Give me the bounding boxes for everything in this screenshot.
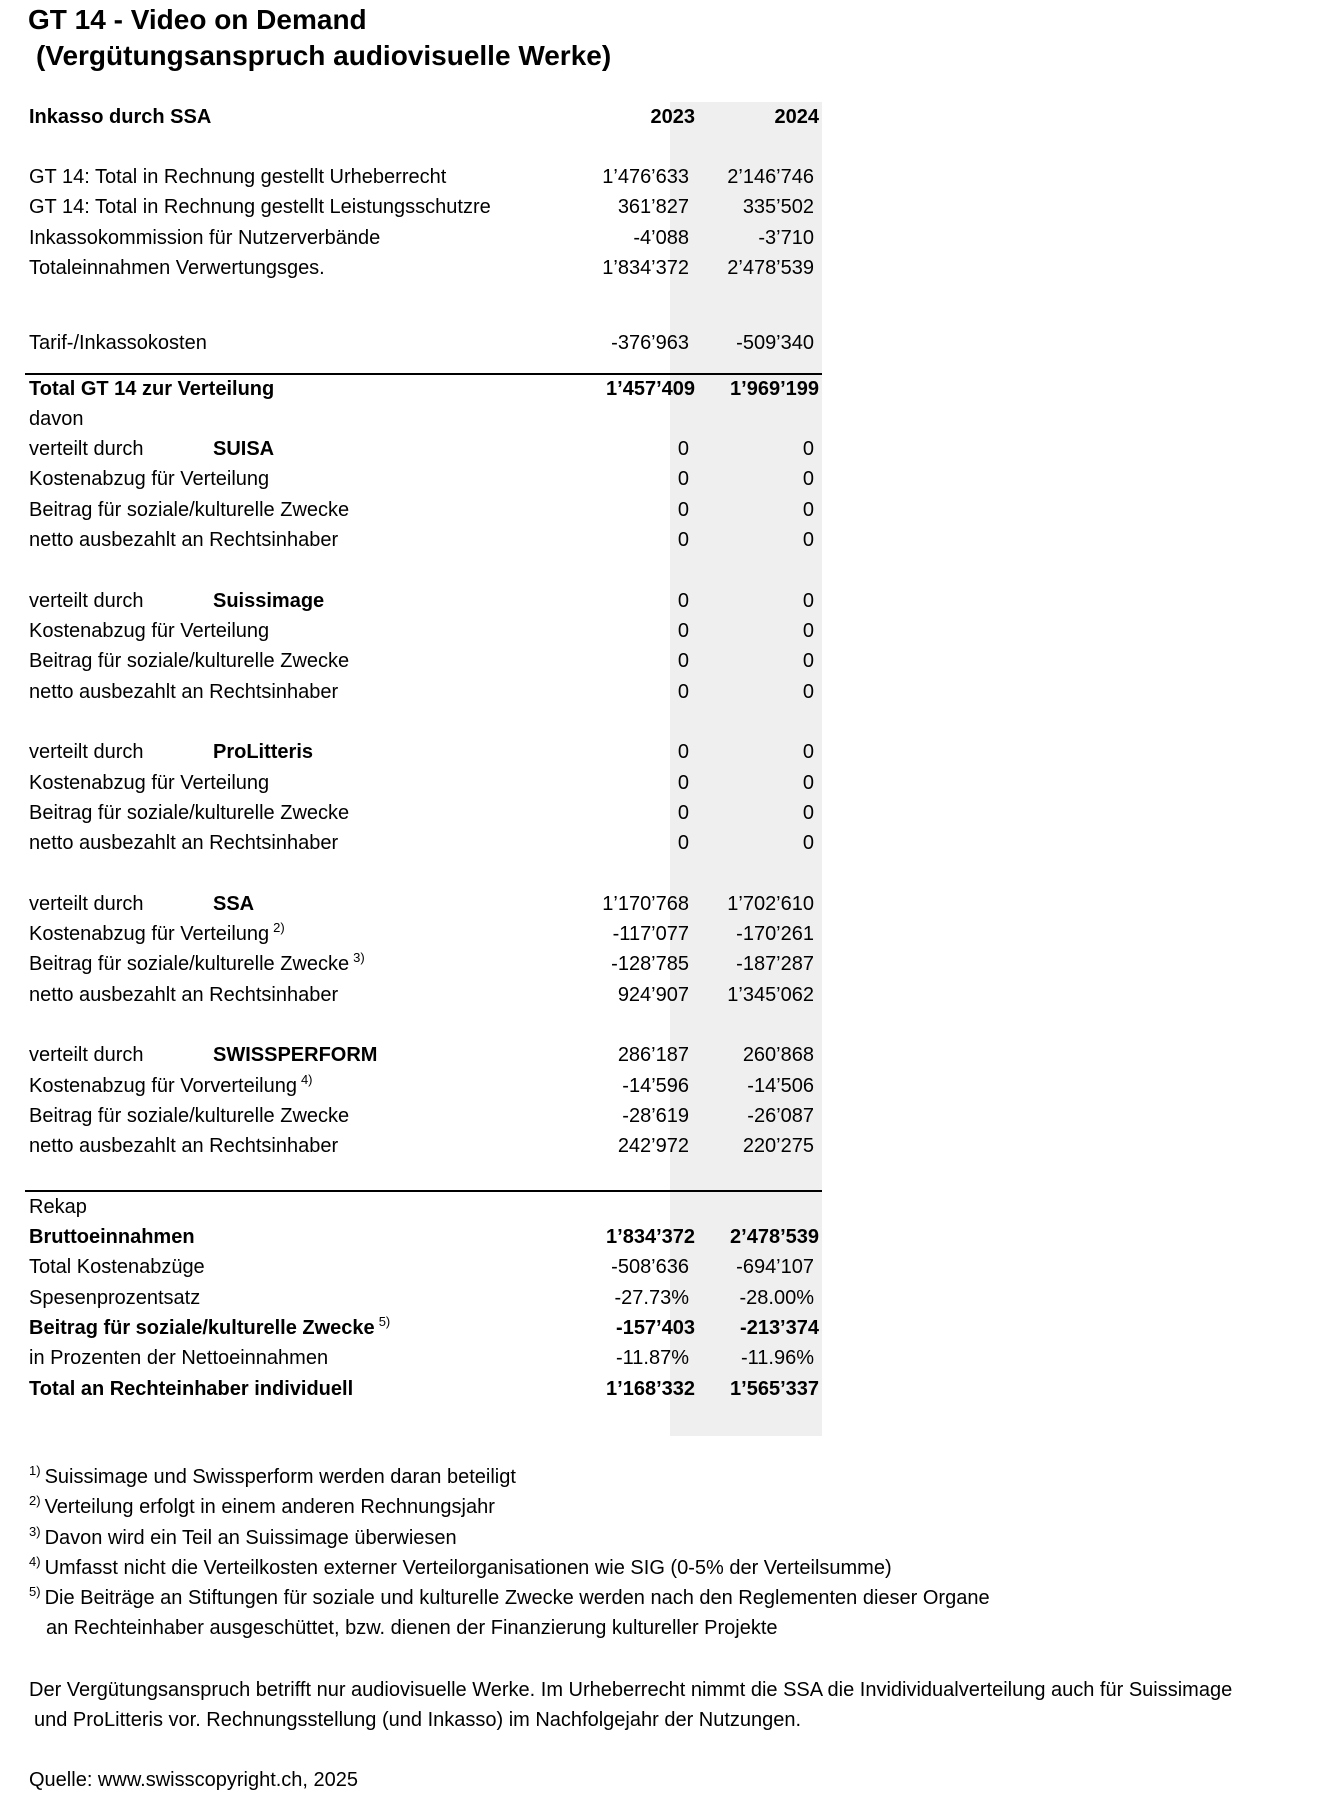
row-label: verteilt durch xyxy=(29,741,144,764)
row-label: netto ausbezahlt an Rechtsinhaber xyxy=(29,680,339,703)
row-label: davon xyxy=(29,408,84,430)
source-line: Quelle: www.swisscopyright.ch, 2025 xyxy=(29,1769,359,1791)
row-label: netto ausbezahlt an Rechtsinhaber xyxy=(29,983,339,1006)
rekap-row xyxy=(29,1374,819,1404)
distribution-detail-row xyxy=(29,495,819,525)
distribution-detail-row xyxy=(29,949,819,979)
value-2023: -4’088 xyxy=(633,226,689,249)
footnote-text: Die Beiträge an Stiftungen für soziale und kulturelle Zwecke werden nach den Reglementen dieser Organe xyxy=(44,1587,990,1610)
title-line-1: GT 14 - Video on Demand xyxy=(28,4,367,35)
row-label: Spesenprozentsatz xyxy=(29,1286,201,1309)
row-label: Beitrag für soziale/kulturelle Zwecke xyxy=(29,498,350,521)
value-2023: 1’834’372 xyxy=(606,1226,695,1248)
distribution-detail-row xyxy=(29,1131,819,1161)
footnote-text: Suissimage und Swissperform werden daran beteiligt xyxy=(44,1466,516,1488)
rekap-heading xyxy=(29,1192,819,1222)
inkasso-row xyxy=(29,223,819,253)
header-year-2023: 2023 xyxy=(650,106,695,128)
row-label: Inkassokommission für Nutzerverbände xyxy=(29,226,381,249)
value-2024: -509’340 xyxy=(736,332,814,354)
inkasso-row xyxy=(29,162,819,192)
value-2023: -508’636 xyxy=(611,1256,689,1279)
distributor-name: SWISSPERFORM xyxy=(213,1044,378,1067)
value-2023: -27.73% xyxy=(614,1286,689,1309)
footnote-2 xyxy=(29,1492,495,1522)
row-label: Kostenabzug für Vorverteilung xyxy=(29,1074,297,1097)
value-2023: -117’077 xyxy=(612,923,689,946)
row-label: Total Kostenabzüge xyxy=(29,1256,205,1279)
table-header xyxy=(29,102,819,132)
value-2024: 2’478’539 xyxy=(727,256,814,279)
distributor-name: SSA xyxy=(213,892,255,915)
footnote-5-continuation: an Rechteinhaber ausgeschüttet, bzw. dienen der Finanzierung kultureller Projekte xyxy=(46,1617,778,1639)
value-2023: -128’785 xyxy=(611,953,689,976)
row-label: Totaleinnahmen Verwertungsges. xyxy=(29,256,325,279)
footnote-3 xyxy=(29,1523,457,1553)
value-2024: 1’345’062 xyxy=(727,983,814,1006)
value-2024: 335’502 xyxy=(742,196,814,219)
footnote-number: 4) xyxy=(29,1553,41,1569)
footnote-ref: 4) xyxy=(300,1071,313,1087)
row-label: verteilt durch xyxy=(29,438,144,460)
value-2024: -170’261 xyxy=(736,923,814,946)
distribution-detail-row xyxy=(29,525,819,555)
value-2023: 0 xyxy=(677,498,689,521)
value-2023: 924’907 xyxy=(617,983,689,1006)
footnote-text: Verteilung erfolgt in einem anderen Rechnungsjahr xyxy=(44,1496,495,1519)
header-year-2024: 2024 xyxy=(774,106,819,128)
footnote-ref: 3) xyxy=(353,950,365,966)
value-2023: -14’596 xyxy=(622,1074,689,1097)
row-label: Kostenabzug für Verteilung xyxy=(29,619,270,642)
footnote-ref: 5) xyxy=(378,1313,391,1329)
total-verteilung-row xyxy=(29,374,819,404)
value-2024: 0 xyxy=(802,801,814,824)
row-label: Kostenabzug für Verteilung xyxy=(29,771,270,794)
distributor-name: Suissimage xyxy=(213,589,325,612)
distributor-name: ProLitteris xyxy=(213,741,314,764)
value-2023: -157’403 xyxy=(616,1316,695,1339)
row-label: GT 14: Total in Rechnung gestellt Leistungsschutzre xyxy=(29,196,491,219)
row-label: Kostenabzug für Verteilung xyxy=(29,923,270,946)
value-2024: 1’565’337 xyxy=(730,1377,819,1400)
value-2023: 0 xyxy=(677,589,689,612)
value-2024: 0 xyxy=(802,589,814,612)
distribution-detail-row xyxy=(29,646,819,676)
value-2024: 0 xyxy=(802,680,814,703)
value-2023: 0 xyxy=(677,528,689,551)
value-2024: 0 xyxy=(802,619,814,642)
value-2024: -26’087 xyxy=(747,1105,814,1127)
row-label: Beitrag für soziale/kulturelle Zwecke xyxy=(29,1316,375,1339)
distribution-detail-row xyxy=(29,1071,819,1101)
value-2023: 1’457’409 xyxy=(606,378,695,400)
footnote-number: 3) xyxy=(29,1523,41,1539)
value-2023: -28’619 xyxy=(622,1105,689,1127)
tarif-row xyxy=(29,328,819,358)
value-2023: 0 xyxy=(677,619,689,642)
value-2023: 1’170’768 xyxy=(602,892,689,915)
value-2024: -3’710 xyxy=(758,226,814,249)
value-2024: 0 xyxy=(802,771,814,794)
distributor-name: SUISA xyxy=(213,438,275,460)
footnote-number: 1) xyxy=(29,1463,41,1478)
row-label: netto ausbezahlt an Rechtsinhaber xyxy=(29,1135,339,1158)
value-2023: 1’476’633 xyxy=(602,166,689,188)
inkasso-row xyxy=(29,253,819,283)
value-2023: -376’963 xyxy=(611,332,689,354)
value-2023: 1’168’332 xyxy=(606,1377,695,1400)
row-label: verteilt durch xyxy=(29,589,144,612)
value-2024: 1’702’610 xyxy=(727,892,814,915)
distribution-detail-row xyxy=(29,677,819,707)
row-label: Total GT 14 zur Verteilung xyxy=(29,378,275,400)
value-2023: -11.87% xyxy=(615,1347,689,1370)
footnote-text: Davon wird ein Teil an Suissimage überwiesen xyxy=(44,1526,457,1549)
value-2023: 286’187 xyxy=(617,1044,689,1067)
footnote-text: Umfasst nicht die Verteilkosten externer Verteilorganisationen wie SIG (0-5% der Verteilsumme) xyxy=(44,1556,892,1579)
value-2024: 1’969’199 xyxy=(730,378,819,400)
value-2024: 0 xyxy=(802,528,814,551)
row-label: Beitrag für soziale/kulturelle Zwecke xyxy=(29,1105,350,1127)
rekap-row xyxy=(29,1313,819,1343)
rekap-row xyxy=(29,1222,819,1252)
page-title xyxy=(28,2,611,74)
distributor-row xyxy=(29,737,819,767)
row-label: Rekap xyxy=(29,1196,87,1218)
row-label: Beitrag für soziale/kulturelle Zwecke xyxy=(29,953,350,976)
row-label: Total an Rechteinhaber individuell xyxy=(29,1377,354,1400)
distributor-row xyxy=(29,1040,819,1070)
value-2024: -213’374 xyxy=(740,1316,819,1339)
note-line-1: Der Vergütungsanspruch betrifft nur audiovisuelle Werke. Im Urheberrecht nimmt die SSA die Invidividualverteilung auch für Suissimage xyxy=(29,1679,1233,1701)
row-label: GT 14: Total in Rechnung gestellt Urheberrecht xyxy=(29,166,447,188)
value-2024: 220’275 xyxy=(742,1135,814,1158)
distributor-row xyxy=(29,889,819,919)
value-2024: -187’287 xyxy=(736,953,814,976)
row-label: in Prozenten der Nettoeinnahmen xyxy=(29,1347,329,1370)
value-2023: 361’827 xyxy=(617,196,689,219)
title-line-2: (Vergütungsanspruch audiovisuelle Werke) xyxy=(36,40,612,71)
footnote-5 xyxy=(29,1583,990,1613)
header-label: Inkasso durch SSA xyxy=(29,106,212,128)
value-2024: 0 xyxy=(802,468,814,491)
value-2024: 0 xyxy=(802,650,814,673)
value-2024: 2’478’539 xyxy=(730,1226,819,1248)
value-2024: -11.96% xyxy=(740,1347,814,1370)
row-label: verteilt durch xyxy=(29,892,144,915)
value-2023: 0 xyxy=(677,771,689,794)
value-2023: 0 xyxy=(677,801,689,824)
value-2023: 0 xyxy=(677,438,689,460)
value-2024: 0 xyxy=(802,832,814,855)
row-label: netto ausbezahlt an Rechtsinhaber xyxy=(29,832,339,855)
rekap-row xyxy=(29,1252,819,1282)
davon-row xyxy=(29,404,819,434)
row-label: Bruttoeinnahmen xyxy=(29,1226,195,1248)
distribution-detail-row xyxy=(29,464,819,494)
value-2024: -14’506 xyxy=(747,1074,814,1097)
value-2023: 0 xyxy=(677,650,689,673)
distribution-detail-row xyxy=(29,1101,819,1131)
row-label: Tarif-/Inkassokosten xyxy=(29,332,207,354)
value-2024: 2’146’746 xyxy=(727,166,814,188)
distribution-detail-row xyxy=(29,616,819,646)
inkasso-row xyxy=(29,192,819,222)
footnote-1 xyxy=(29,1462,516,1492)
footnote-number: 2) xyxy=(29,1493,41,1509)
footnote-ref: 2) xyxy=(273,920,285,936)
distribution-detail-row xyxy=(29,919,819,949)
row-label: netto ausbezahlt an Rechtsinhaber xyxy=(29,528,339,551)
distribution-detail-row xyxy=(29,768,819,798)
row-label: Beitrag für soziale/kulturelle Zwecke xyxy=(29,650,350,673)
value-2023: 0 xyxy=(677,741,689,764)
value-2024: 0 xyxy=(802,741,814,764)
value-2024: -28.00% xyxy=(739,1286,814,1309)
rekap-row xyxy=(29,1343,819,1373)
distributor-row xyxy=(29,434,819,464)
distribution-detail-row xyxy=(29,980,819,1010)
value-2023: 0 xyxy=(677,468,689,491)
row-label: verteilt durch xyxy=(29,1044,144,1067)
value-2023: 1’834’372 xyxy=(602,256,689,279)
value-2023: 0 xyxy=(677,680,689,703)
footnote-4 xyxy=(29,1553,892,1583)
note-line-2: und ProLitteris vor. Rechnungsstellung (und Inkasso) im Nachfolgejahr der Nutzungen. xyxy=(34,1709,802,1731)
distribution-detail-row xyxy=(29,798,819,828)
footnote-number: 5) xyxy=(29,1584,41,1600)
value-2024: 0 xyxy=(802,498,814,521)
value-2023: 0 xyxy=(677,832,689,855)
distribution-detail-row xyxy=(29,828,819,858)
rekap-row xyxy=(29,1283,819,1313)
value-2024: 0 xyxy=(802,438,814,460)
distributor-row xyxy=(29,586,819,616)
row-label: Beitrag für soziale/kulturelle Zwecke xyxy=(29,801,350,824)
value-2024: 260’868 xyxy=(742,1044,814,1067)
value-2024: -694’107 xyxy=(736,1256,814,1279)
row-label: Kostenabzug für Verteilung xyxy=(29,468,270,491)
value-2023: 242’972 xyxy=(617,1135,689,1158)
